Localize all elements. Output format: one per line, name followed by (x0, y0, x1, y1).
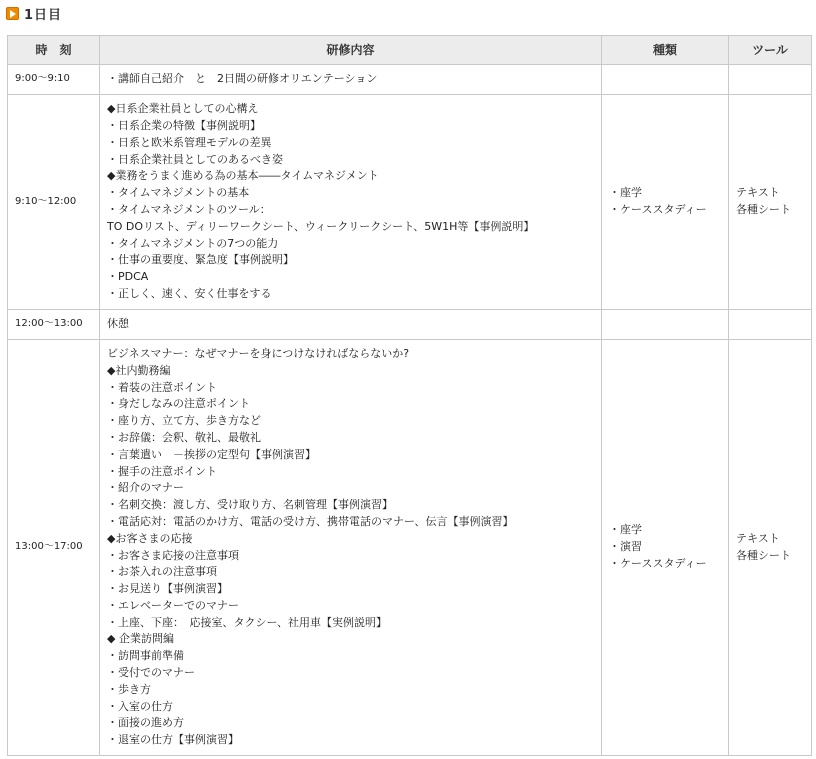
table-row (8, 65, 812, 95)
tool-cell (729, 65, 812, 95)
table-row (8, 95, 812, 310)
tool-cell (729, 310, 812, 340)
content-cell (100, 95, 602, 310)
content-line: ・面接の進め方 (107, 716, 184, 730)
tool-line: 各種シート (736, 203, 791, 216)
tool-line: テキスト (736, 531, 780, 545)
content-line: ・身だしなみの注意ポイント (107, 397, 250, 411)
type-cell (602, 310, 729, 340)
content-line: ビジネスマナー：なぜマナーを身につけなければならないか? (107, 346, 410, 360)
content-cell (100, 310, 602, 340)
content-line: ・タイムマネジメントのツール： (107, 203, 271, 216)
content-line: 休憩 (107, 317, 129, 331)
content-line: ・着装の注意ポイント (107, 380, 217, 394)
schedule-table (7, 35, 812, 756)
table-row (8, 310, 812, 340)
content-line: ・訪問事前準備 (107, 649, 184, 663)
content-line: ・握手の注意ポイント (107, 464, 217, 478)
tool-cell (729, 95, 812, 310)
content-line: ・退室の仕方【事例演習】 (107, 733, 239, 747)
content-cell (100, 340, 602, 756)
tool-line: 各種シート (736, 548, 791, 562)
time-cell: 9:00～9:10 (8, 65, 100, 95)
content-line: ・お見送り【事例演習】 (107, 582, 228, 596)
section-heading (6, 4, 62, 22)
header-content: 研修内容 (100, 36, 602, 65)
table-header-row (8, 36, 812, 65)
time-cell: 9:10～12:00 (8, 95, 100, 310)
content-line: ◆社内勤務編 (107, 363, 171, 377)
header-tool: ツール (729, 36, 812, 65)
content-line: ・歩き方 (107, 682, 151, 696)
content-line: ・タイムマネジメントの基本 (107, 186, 250, 200)
content-line: ・日系企業の特徴【事例説明】 (107, 119, 261, 133)
content-line: ・お客さま応接の注意事項 (107, 548, 239, 562)
type-cell (602, 95, 729, 310)
type-line: ・ケーススタディー (609, 203, 707, 216)
content-line: ・名刺交換：渡し方、受け取り方、名刺管理【事例演習】 (107, 498, 393, 512)
content-line: TO DOリスト、ディリーワークシート、ウィークリークシート、5W1H等【事例説明】 (107, 219, 535, 233)
content-line: ・入室の仕方 (107, 699, 173, 713)
time-cell: 12:00～13:00 (8, 310, 100, 340)
content-line: ◆ 企業訪問編 (107, 632, 174, 646)
content-line: ・お辞儀：会釈、敬礼、最敬礼 (107, 430, 261, 444)
content-line: ◆業務をうまく進める為の基本――タイムマネジメント (107, 169, 379, 183)
content-line: ◆お客さまの応接 (107, 531, 193, 545)
content-line: ・仕事の重要度、緊急度【事例説明】 (107, 253, 294, 267)
content-line: ・電話応対：電話のかけ方、電話の受け方、携帯電話のマナー、伝言【事例演習】 (107, 514, 514, 528)
header-time: 時 刻 (8, 36, 100, 65)
content-line: ・座り方、立て方、歩き方など (107, 414, 261, 428)
content-line: ・上座、下座： 応接室、タクシー、社用車【実例説明】 (107, 615, 388, 629)
content-line: ・エレベーターでのマナー (107, 598, 239, 612)
type-line: ・演習 (609, 540, 642, 554)
time-cell: 13:00～17:00 (8, 340, 100, 756)
type-line: ・ケーススタディー (609, 556, 707, 570)
content-line: ・お茶入れの注意事項 (107, 565, 217, 579)
table-row (8, 340, 812, 756)
content-line: ・正しく、速く、安く仕事をする (107, 286, 272, 300)
content-line: ・日系と欧米系管理モデルの差異 (107, 135, 272, 149)
play-icon (6, 7, 19, 20)
content-line: ・講師自己紹介 と 2日間の研修オリエンテーション (107, 72, 378, 86)
content-line: ・PDCA (107, 270, 149, 284)
type-cell (602, 65, 729, 95)
tool-cell (729, 340, 812, 756)
content-line: ・受付でのマナー (107, 666, 195, 680)
content-line: ・日系企業社員としてのあるべき姿 (107, 152, 283, 166)
type-line: ・座学 (609, 186, 642, 200)
type-line: ・座学 (609, 523, 642, 537)
section-title: 1日目 (24, 7, 63, 23)
header-type: 種類 (602, 36, 729, 65)
content-line: ・紹介のマナー (107, 481, 184, 495)
type-cell (602, 340, 729, 756)
content-line: ・言葉遣い －挨拶の定型句【事例演習】 (107, 447, 316, 461)
content-line: ・タイムマネジメントの7つの能力 (107, 236, 279, 250)
tool-line: テキスト (736, 186, 780, 200)
content-line: ◆日系企業社員としての心構え (107, 102, 259, 116)
content-cell (100, 65, 602, 95)
